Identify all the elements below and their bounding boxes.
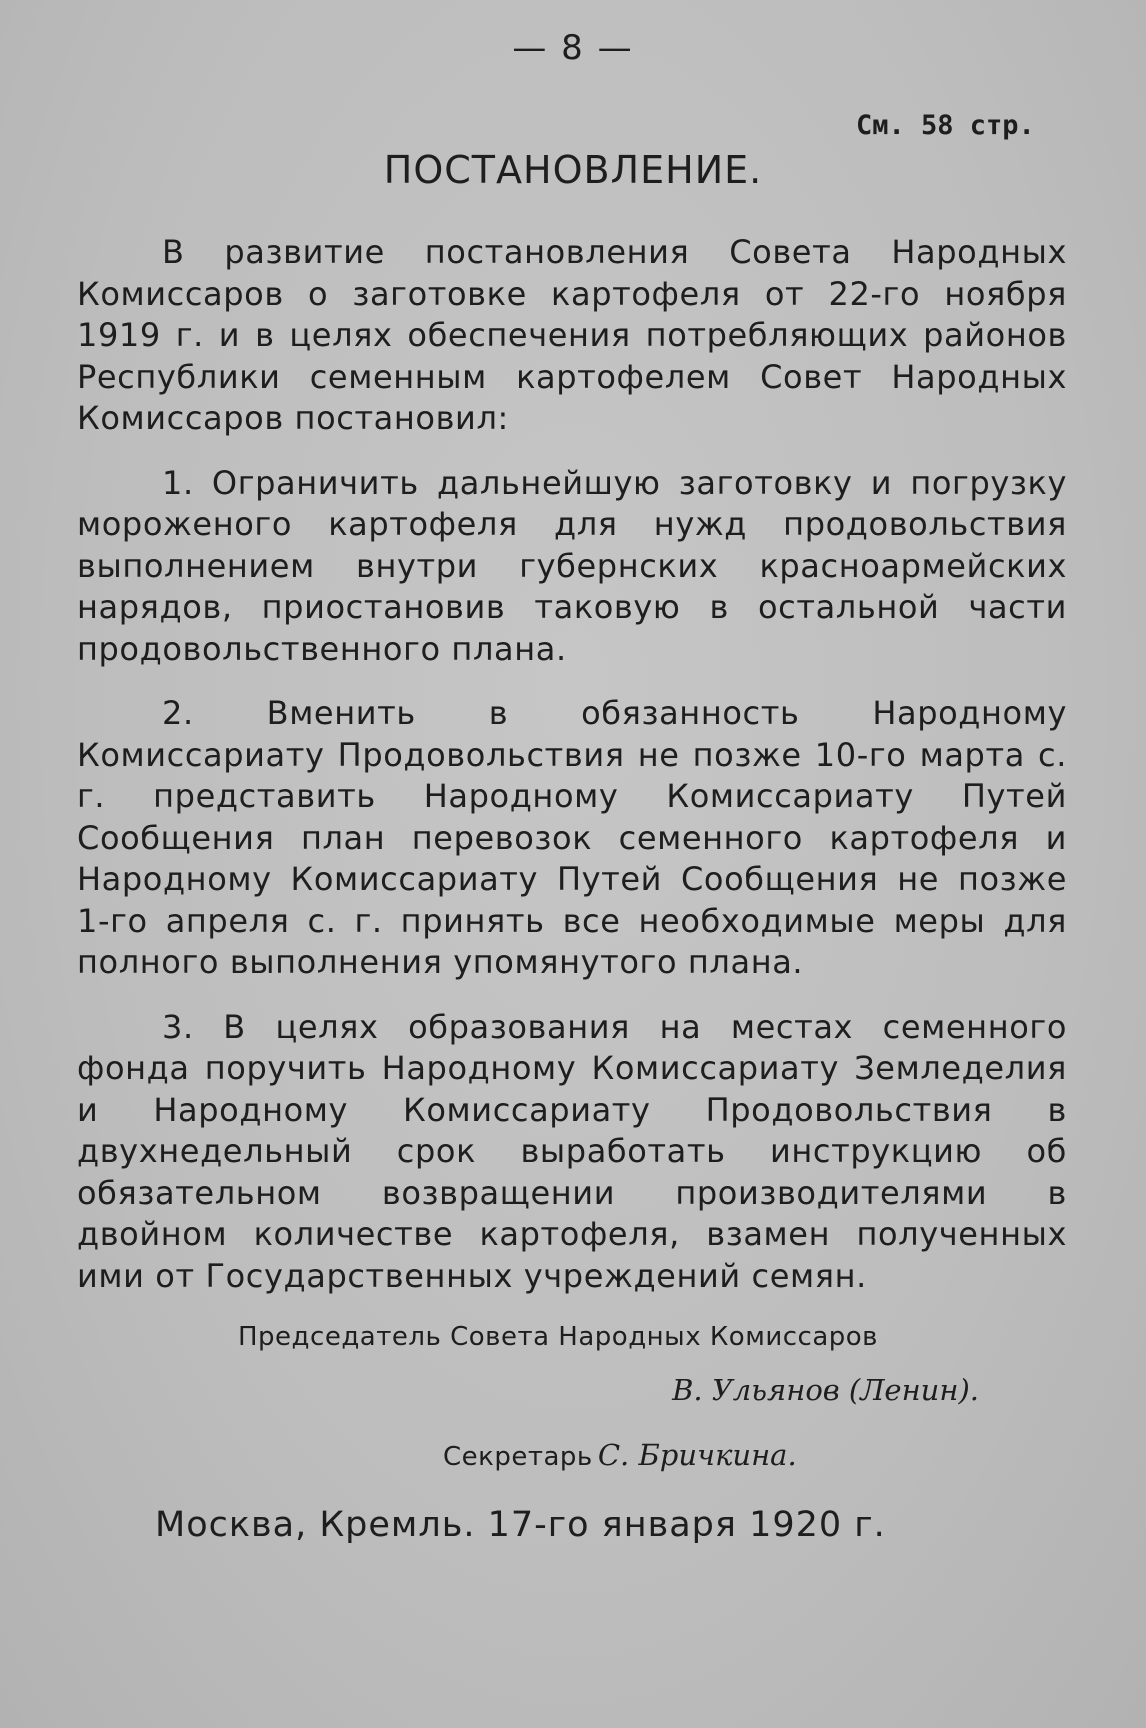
place-and-date: Москва, Кремль. 17-го января 1920 г. bbox=[155, 1505, 886, 1545]
secretary-label: Секретарь bbox=[443, 1442, 593, 1472]
decree-body bbox=[77, 232, 1067, 1320]
document-title: ПОСТАНОВЛЕНИЕ. bbox=[383, 148, 763, 192]
chairman-name: В. Ульянов (Ленин). bbox=[672, 1373, 979, 1407]
clause-1-paragraph: 1. Ограничить дальнейшую заготовку и погрузку мороженого картофеля для нужд продовольствия выполнением внутри губернских красноармейских нарядов, приостановив таковую в остальной части продовольственного плана. bbox=[77, 463, 1067, 668]
clause-2-paragraph: 2. Вменить в обязанность Народному Комиссариату Продовольствия не позже 10-го марта с. г. представить Народному Комиссариату Путей Сообщения план перевозок семенного картофеля и Народному Комиссариату Путей Сообщения не позже 1-го апреля с. г. принять все необходимые меры для полного выполнения упомянутого плана. bbox=[77, 694, 1067, 981]
secretary-name: С. Бричкина. bbox=[597, 1438, 797, 1472]
chairman-position: Председатель Совета Народных Комиссаров bbox=[238, 1322, 878, 1352]
preamble-paragraph: В развитие постановления Совета Народных Комиссаров о заготовке картофеля от 22-го ноября 1919 г. и в целях обеспечения потребляющих районов Республики семенным картофелем Совет Народных Комиссаров постановил: bbox=[77, 233, 1067, 437]
page-number: — 8 — bbox=[512, 28, 634, 68]
clause-3-paragraph: 3. В целях образования на местах семенного фонда поручить Народному Комиссариату Земледелия и Народному Комиссариату Продовольствия в двухнедельный срок выработать инструкцию об обязательном возвращении производителями в двойном количестве картофеля, взамен полученных ими от Государственных учреждений семян. bbox=[77, 1007, 1067, 1295]
secretary-line bbox=[443, 1438, 797, 1472]
page-crossreference: См. 58 стр. bbox=[856, 110, 1035, 141]
